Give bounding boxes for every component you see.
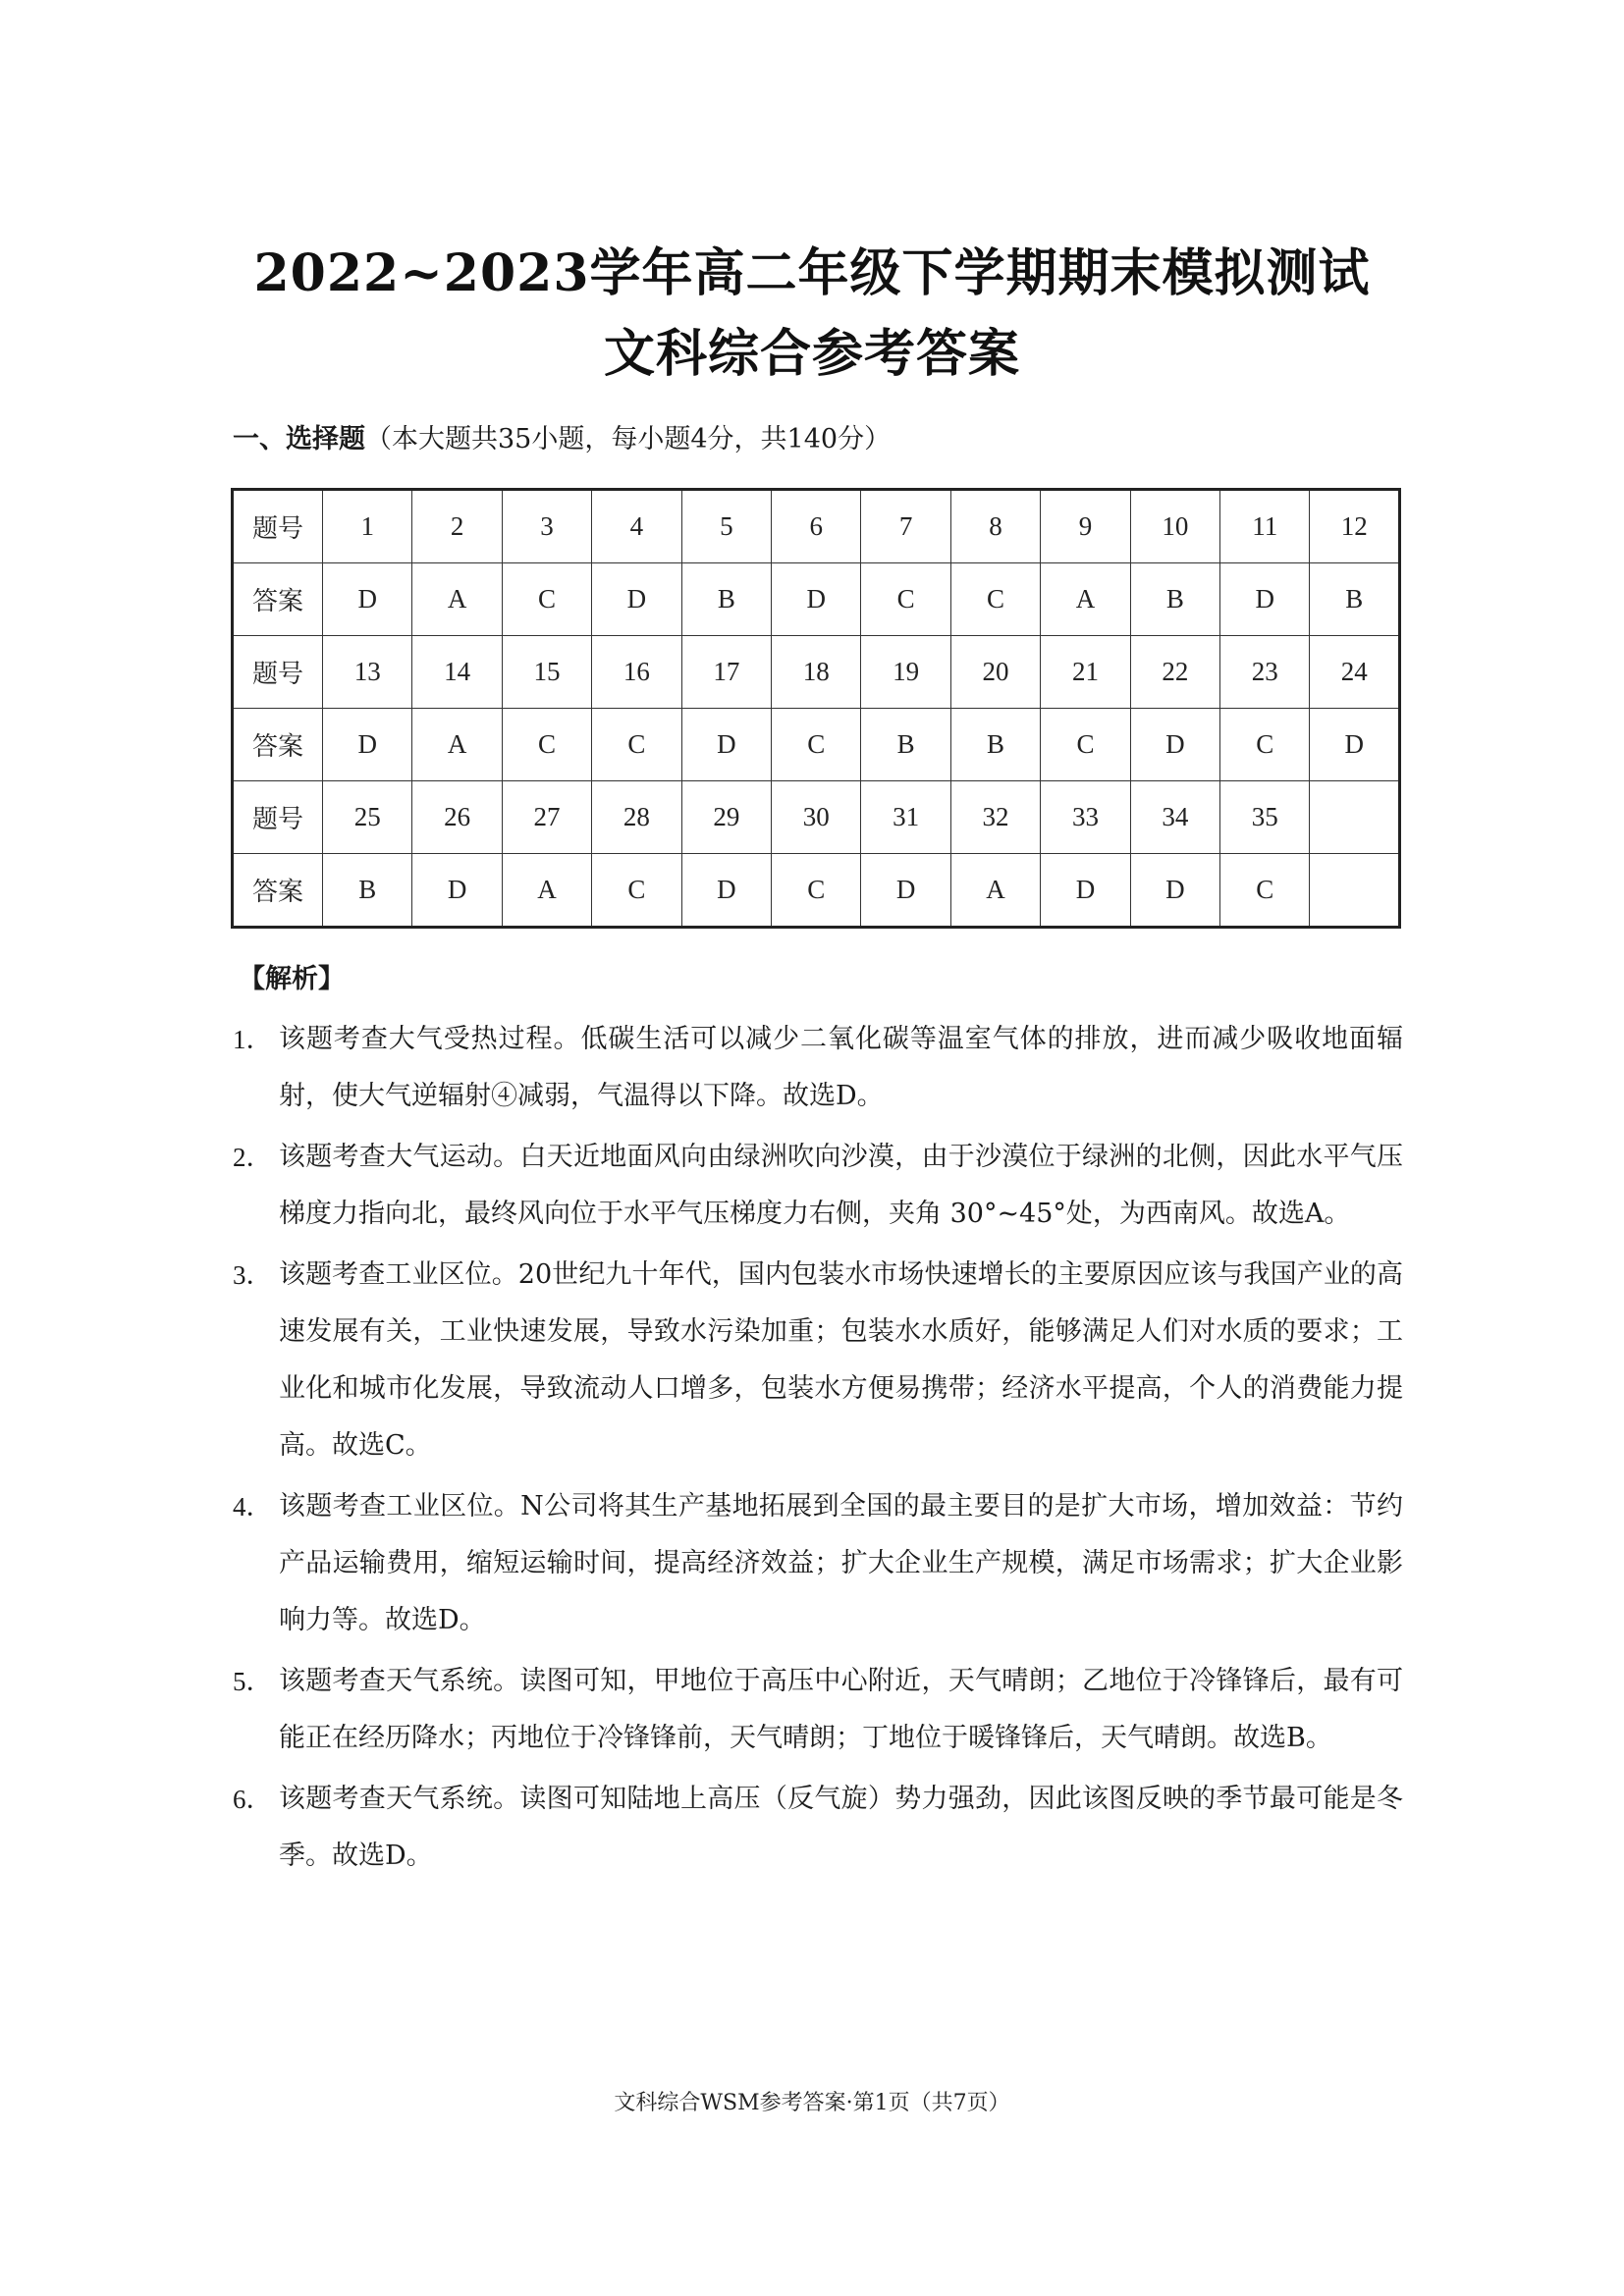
answer-cell: D <box>592 563 681 636</box>
question-number-cell: 4 <box>592 490 681 563</box>
question-number-row <box>233 636 1400 709</box>
question-number-cell: 22 <box>1130 636 1219 709</box>
analysis-item <box>233 1011 1403 1125</box>
question-number-cell: 31 <box>861 781 950 854</box>
answer-row <box>233 563 1400 636</box>
analysis-item-number: 6． <box>233 1785 273 1814</box>
analysis-item <box>233 1653 1403 1767</box>
question-number-cell: 16 <box>592 636 681 709</box>
answer-cell: A <box>412 709 502 781</box>
question-number-cell: 32 <box>950 781 1040 854</box>
answer-cell: A <box>502 854 591 928</box>
question-number-cell: 18 <box>772 636 861 709</box>
question-number-row-label: 题号 <box>233 490 323 563</box>
answer-cell: C <box>772 854 861 928</box>
answer-cell: C <box>861 563 950 636</box>
answer-table <box>231 488 1401 929</box>
answer-row <box>233 709 1400 781</box>
question-number-cell: 33 <box>1041 781 1130 854</box>
question-number-cell: 28 <box>592 781 681 854</box>
analysis-item-text: 该题考查天气系统。读图可知，甲地位于高压中心附近，天气晴朗；乙地位于冷锋锋后，最有可能正在经历降水；丙地位于冷锋锋前，天气晴朗；丁地位于暖锋锋后，天气晴朗。故选B。 <box>279 1666 1403 1753</box>
answer-cell: D <box>1310 709 1400 781</box>
question-number-cell: 9 <box>1041 490 1130 563</box>
analysis-item-text: 该题考查大气受热过程。低碳生活可以减少二氧化碳等温室气体的排放，进而减少吸收地面辐射，使大气逆辐射④减弱，气温得以下降。故选D。 <box>279 1024 1403 1111</box>
question-number-row <box>233 490 1400 563</box>
question-number-cell: 2 <box>412 490 502 563</box>
section-note: （本大题共35小题，每小题4分，共140分） <box>365 424 892 454</box>
analysis-item-number: 2． <box>233 1143 273 1172</box>
answer-cell: D <box>1130 854 1219 928</box>
question-number-cell: 11 <box>1220 490 1310 563</box>
question-number-cell: 21 <box>1041 636 1130 709</box>
question-number-cell: 10 <box>1130 490 1219 563</box>
question-number-cell: 7 <box>861 490 950 563</box>
analysis-item <box>233 1247 1403 1474</box>
question-number-cell: 27 <box>502 781 591 854</box>
answer-cell: D <box>323 563 412 636</box>
answer-cell: C <box>1220 854 1310 928</box>
answer-row-label: 答案 <box>233 563 323 636</box>
question-number-row-label: 题号 <box>233 781 323 854</box>
question-number-cell: 12 <box>1310 490 1400 563</box>
analysis-item-number: 4． <box>233 1492 273 1522</box>
analysis-item <box>233 1478 1403 1649</box>
section-title: 一、选择题 <box>233 424 365 454</box>
answer-cell: C <box>592 854 681 928</box>
page-subtitle: 文科综合参考答案 <box>603 324 1020 384</box>
answer-cell: D <box>681 709 771 781</box>
analysis-item-number: 5． <box>233 1667 273 1696</box>
question-number-cell: 24 <box>1310 636 1400 709</box>
answer-cell: C <box>502 563 591 636</box>
answer-cell <box>1310 854 1400 928</box>
answer-cell: D <box>323 709 412 781</box>
answer-cell: C <box>592 709 681 781</box>
answer-cell: B <box>1310 563 1400 636</box>
question-number-cell: 13 <box>323 636 412 709</box>
answer-cell: D <box>412 854 502 928</box>
analysis-item-number: 3． <box>233 1260 273 1290</box>
answer-cell: B <box>1130 563 1219 636</box>
analysis-item-text: 该题考查天气系统。读图可知陆地上高压（反气旋）势力强劲，因此该图反映的季节最可能是冬季。故选D。 <box>279 1784 1403 1871</box>
question-number-cell: 20 <box>950 636 1040 709</box>
question-number-cell: 3 <box>502 490 591 563</box>
analysis-item-text: 该题考查大气运动。白天近地面风向由绿洲吹向沙漠，由于沙漠位于绿洲的北侧，因此水平气压梯度力指向北，最终风向位于水平气压梯度力右侧，夹角 30°~45°处，为西南风。故选A。 <box>279 1142 1403 1229</box>
answer-cell: B <box>861 709 950 781</box>
answer-row <box>233 854 1400 928</box>
question-number-cell: 25 <box>323 781 412 854</box>
question-number-row <box>233 781 1400 854</box>
analysis-item <box>233 1771 1403 1885</box>
question-number-cell: 1 <box>323 490 412 563</box>
page-title: 2022~2023学年高二年级下学期期末模拟测试 <box>253 243 1371 303</box>
page-footer: 文科综合WSM参考答案·第1页（共7页） <box>614 2091 1010 2115</box>
answer-cell: D <box>772 563 861 636</box>
question-number-cell: 14 <box>412 636 502 709</box>
analysis-item-text: 该题考查工业区位。20世纪九十年代，国内包装水市场快速增长的主要原因应该与我国产业的高速发展有关，工业快速发展，导致水污染加重；包装水水质好，能够满足人们对水质的要求；工业化和城市化发展，导致流动人口增多，包装水方便易携带；经济水平提高，个人的消费能力提高。故选C。 <box>279 1259 1403 1461</box>
answer-cell: D <box>681 854 771 928</box>
answer-cell: D <box>861 854 950 928</box>
question-number-cell: 15 <box>502 636 591 709</box>
question-number-cell: 30 <box>772 781 861 854</box>
question-number-cell: 35 <box>1220 781 1310 854</box>
analysis-item <box>233 1129 1403 1243</box>
answer-cell: D <box>1220 563 1310 636</box>
question-number-cell: 6 <box>772 490 861 563</box>
question-number-row-label: 题号 <box>233 636 323 709</box>
answer-row-label: 答案 <box>233 709 323 781</box>
answer-cell: C <box>1220 709 1310 781</box>
answer-cell: D <box>1130 709 1219 781</box>
question-number-cell: 34 <box>1130 781 1219 854</box>
question-number-cell: 26 <box>412 781 502 854</box>
question-number-cell <box>1310 781 1400 854</box>
answer-cell: C <box>772 709 861 781</box>
question-number-cell: 8 <box>950 490 1040 563</box>
answer-cell: B <box>950 709 1040 781</box>
answer-cell: D <box>1041 854 1130 928</box>
analysis-item-number: 1． <box>233 1025 273 1054</box>
section-heading <box>233 420 891 459</box>
answer-cell: C <box>950 563 1040 636</box>
answer-cell: A <box>412 563 502 636</box>
analysis-item-text: 该题考查工业区位。N公司将其生产基地拓展到全国的最主要目的是扩大市场，增加效益：节约产品运输费用，缩短运输时间，提高经济效益；扩大企业生产规模，满足市场需求；扩大企业影响力等。故选D。 <box>279 1491 1403 1635</box>
answer-cell: B <box>323 854 412 928</box>
answer-cell: B <box>681 563 771 636</box>
question-number-cell: 29 <box>681 781 771 854</box>
question-number-cell: 23 <box>1220 636 1310 709</box>
question-number-cell: 17 <box>681 636 771 709</box>
answer-cell: A <box>950 854 1040 928</box>
question-number-cell: 5 <box>681 490 771 563</box>
analysis-heading: 【解析】 <box>239 964 345 994</box>
answer-cell: C <box>502 709 591 781</box>
title-block <box>0 234 1624 395</box>
question-number-cell: 19 <box>861 636 950 709</box>
answer-cell: C <box>1041 709 1130 781</box>
answer-cell: A <box>1041 563 1130 636</box>
answer-row-label: 答案 <box>233 854 323 928</box>
analysis-list <box>233 1011 1403 1889</box>
